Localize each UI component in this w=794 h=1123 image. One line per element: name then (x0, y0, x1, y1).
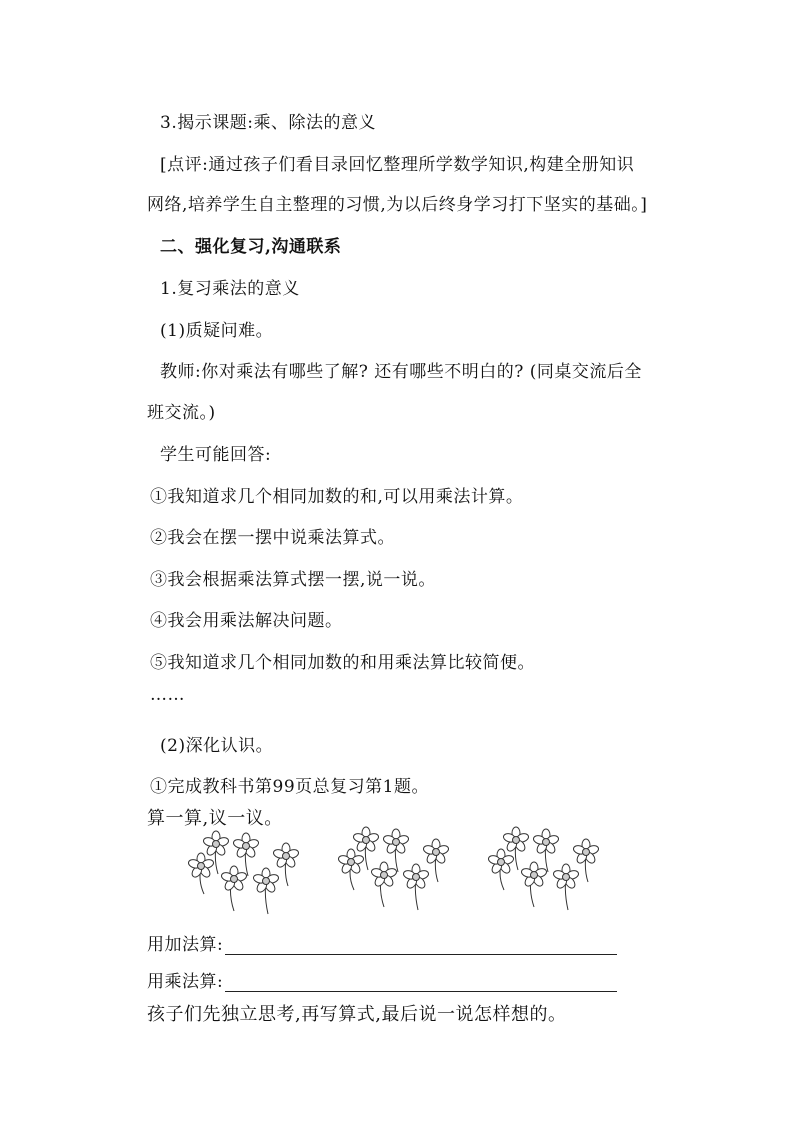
subsection-title: 1.复习乘法的意义 (160, 279, 300, 299)
answer-4: ④我会用乘法解决问题。 (150, 611, 343, 631)
multiplication-blank[interactable] (225, 973, 617, 992)
answers-intro: 学生可能回答: (160, 445, 272, 465)
line-topic: 3.揭示课题:乘、除法的意义 (160, 113, 376, 133)
flower-group-2 (337, 827, 449, 910)
multiplication-answer-row (147, 967, 617, 992)
point-1: (1)质疑问难。 (160, 321, 274, 341)
closing-line: 孩子们先独立思考,再写算式,最后说一说怎样想的。 (147, 1004, 567, 1025)
addition-answer-row (147, 930, 617, 955)
addition-blank[interactable] (225, 936, 617, 955)
comment-line-1: [点评:通过孩子们看目录回忆整理所学数学知识,构建全册知识 (160, 155, 635, 175)
exercise-prompt: 算一算,议一议。 (147, 808, 283, 829)
ellipsis: …… (150, 685, 185, 705)
answer-3: ③我会根据乘法算式摆一摆,说一说。 (150, 570, 436, 590)
section-heading: 二、强化复习,沟通联系 (160, 237, 342, 257)
answer-1: ①我知道求几个相同加数的和,可以用乘法计算。 (150, 487, 524, 507)
answer-5: ⑤我知道求几个相同加数的和用乘法算比较简便。 (150, 653, 535, 673)
multiplication-label: 用乘法算: (147, 972, 224, 992)
comment-line-2: 网络,培养学生自主整理的习惯,为以后终身学习打下坚实的基础。] (147, 195, 648, 215)
flower-illustration (176, 826, 616, 921)
answer-2: ②我会在摆一摆中说乘法算式。 (150, 528, 395, 548)
teacher-line-1: 教师:你对乘法有哪些了解? 还有哪些不明白的? (同桌交流后全 (160, 362, 642, 382)
bullet-1: ①完成教科书第99页总复习第1题。 (150, 777, 429, 797)
addition-label: 用加法算: (147, 935, 224, 955)
teacher-line-2: 班交流。) (147, 403, 216, 423)
flower-group-1 (187, 831, 299, 914)
flower-group-3 (487, 827, 599, 910)
point-2: (2)深化认识。 (160, 736, 274, 756)
